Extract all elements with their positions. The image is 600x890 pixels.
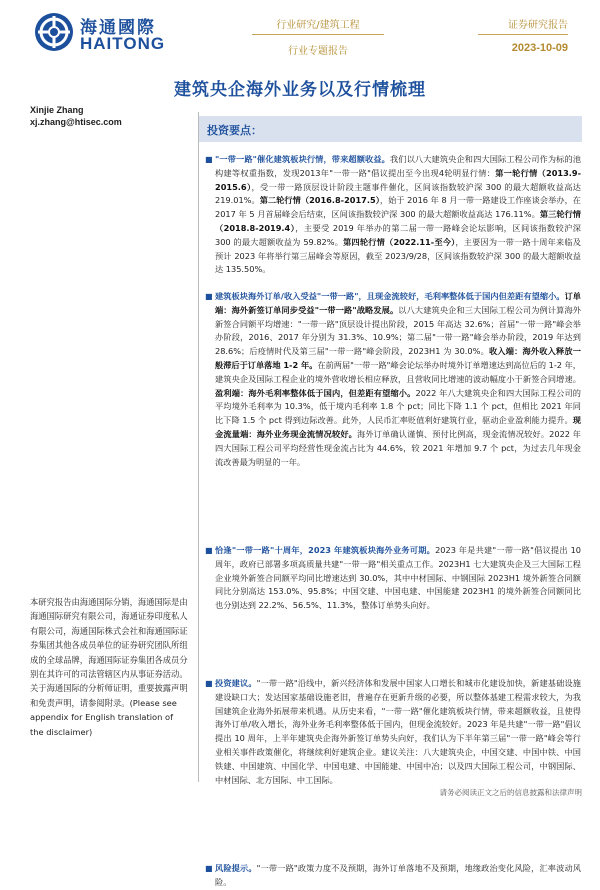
paragraph-emphasis: 第二轮行情（2016.8-2017.5） bbox=[259, 195, 380, 206]
paragraph-emphasis: 现金流量端：海外业务现金流情况较好。 bbox=[215, 415, 581, 439]
paragraph-heading: 建筑板块海外订单/收入受益"一带一路"，且现金流较好，毛利率整体低于国内但差距有望缩小。 bbox=[215, 291, 565, 301]
paragraph-body: ，受一带一路顶层设计阶段主题事件催化，区间该指数较沪深 300 的最大超额收益高达 219.01%。 bbox=[215, 181, 581, 206]
paragraph-body: 我们以八大建筑央企和四大国际工程公司作为标的池构建等权重指数，发现2013年"一带一路"倡议提出至今出现4轮明显行情： bbox=[215, 154, 581, 178]
research-label: 证券研究报告 bbox=[508, 20, 568, 31]
paragraph-body: 在前两届"一带一路"峰会论坛举办时境外订单增速达到高位后的 1-2 年，建筑央企及国际工程企业的境外营收增长相应释放，且营收同比增速的波动幅度小于新签合同增速。 bbox=[215, 359, 581, 384]
paragraph-emphasis: 第三轮行情（2018.8-2019.4） bbox=[215, 209, 581, 233]
paragraph-body: 以八大建筑央企和三大国际工程公司为例计算海外新签合同额平均增速："一带一路"顶层设计提出阶段，2015 年高达 32.6%；首届"一带一路"峰会举办阶段，2016、2017 年分别为 31.3%、10.9%；第二届"一带一路"峰会举办阶段，2019 年达到 28.6%；后疫情时代及第三届"一带一路"峰会阶段，2023H1 为 30.0%。 bbox=[215, 304, 581, 357]
paragraph-body: 2022 年八大建筑央企和四大国际工程公司的平均境外毛利率为 10.3%，低于境内毛利率 1.8 个 pct；同比下降 1.1 个 pct，但相比 2021 年同比下降 1.5 个 pct 得到边际改善。此外，人民币汇率贬值利好建筑行业，驱动企业盈利能力提升。 bbox=[215, 387, 581, 426]
paragraph-heading: 投资建议。 bbox=[215, 678, 257, 688]
paragraph-body: 海外订单确认谨慎、预付比例高，现金流情况较好。2022 年四大国际工程公司平均经营性现金流占比为 44.6%，较 2021 年增加 9.7 个 pct，为过去几年现金流改善最为明显的一年。 bbox=[215, 428, 581, 467]
paragraph-text bbox=[205, 290, 581, 469]
paragraph-overseas-orders bbox=[205, 290, 581, 469]
header-divider bbox=[478, 34, 568, 35]
haitong-logo-icon bbox=[34, 12, 74, 52]
bullet-icon: ■ bbox=[205, 546, 213, 555]
report-title: 建筑央企海外业务以及行情梳理 bbox=[174, 80, 426, 100]
report-header bbox=[0, 0, 600, 66]
report-type: 行业专题报告 bbox=[288, 46, 348, 57]
haitong-logo bbox=[34, 12, 204, 54]
header-category-block bbox=[252, 8, 384, 60]
paragraph-heading: 恰逢"一带一路"十周年，2023 年建筑板块海外业务可期。 bbox=[215, 545, 436, 555]
paragraph-body: ，始于 2016 年 8 月一带一路建设工作座谈会举办，在 2017 年 5 月首届峰会后结束，区间该指数较沪深 300 的最大超额收益高达 176.11%。 bbox=[215, 195, 581, 220]
author-block bbox=[30, 104, 122, 128]
paragraph-market-rounds bbox=[205, 153, 581, 277]
paragraph-text bbox=[205, 544, 581, 613]
paragraph-body: ，主要因为一带一路十周年来临及预计 2023 年将举行第三届峰会等原因，截至 2023/9/28，区间该指数较沪深 300 的最大超额收益达 135.50%。 bbox=[215, 236, 581, 275]
paragraph-investment-advice bbox=[205, 677, 581, 787]
paragraph-risk-warning bbox=[205, 862, 581, 890]
paragraph-body: "一带一路"政策力度不及预期，海外订单落地不及预期，地缘政治变化风险，汇率波动风险。 bbox=[215, 863, 581, 887]
paragraph-emphasis: 第一轮行情（2013.9-2015.6） bbox=[215, 167, 581, 192]
paragraph-text bbox=[205, 677, 581, 787]
report-category: 行业研究/建筑工程 bbox=[276, 20, 360, 31]
paragraph-body: 2023 年是共建"一带一路"倡议提出 10 周年，政府已部署多项高质量共建"一带一路"相关重点工作。2023H1 七大建筑央企及三大国际工程企业境外新签合同额平均同比增速达到 30.0%，其中中材国际、中钢国际 2023H1 境外新签合同额同比分别高达 153.0%、95.8%；中国交建、中国电建、中国能建 2023H1 的境外新签合同额同比也分别达到 22.2%、56.5%、11.3%，整体订单势头向好。 bbox=[215, 545, 581, 611]
logo-text-en: HAITONG bbox=[80, 34, 166, 53]
report-date: 2023-10-09 bbox=[511, 42, 568, 54]
header-divider bbox=[252, 34, 384, 35]
paragraph-body: "一带一路"沿线中，新兴经济体和发展中国家人口增长和城市化建设加快，新建基础设施建设缺口大；发达国家基础设施老旧，普遍存在更新升级的必要，所以整体基建工程需求较大，为我国建筑企业海外拓展带来机遇。从历史来看，"一带一路"催化建筑板块行情，带来超额收益，且使得海外订单/收入增长，海外业务毛利率整体低于国内，但现金流较好。2023 年是共建"一带一路"倡议提出 10 周年，上半年建筑央企海外新签订单势头向好，我们认为下半年第三届"一带一路"峰会等行业相关事件政策催化，将继续利好建筑企业。建议关注：八大建筑央企，中国交建、中国中铁、中国铁建、中国建筑、中国化学、中国电建、中国能建、中国中冶；以及四大国际工程公司，中钢国际、中材国际、北方国际、中工国际。 bbox=[215, 678, 581, 785]
paragraph-heading: 风险提示。 bbox=[215, 863, 257, 873]
author-email[interactable]: xj.zhang@htisec.com bbox=[30, 117, 122, 127]
summary-header-bar bbox=[199, 116, 582, 142]
bullet-icon: ■ bbox=[205, 292, 213, 301]
page-footer: 请务必阅读正文之后的信息披露和法律声明 bbox=[439, 788, 582, 797]
summary-title: 投资要点： bbox=[207, 124, 262, 137]
author-name: Xinjie Zhang bbox=[30, 105, 84, 115]
bullet-icon: ■ bbox=[205, 864, 213, 873]
paragraph-emphasis: 盈利端：海外毛利率整体低于国内，但差距有望缩小。 bbox=[215, 387, 416, 398]
paragraph-emphasis: 第四轮行情（2022.11-至今） bbox=[343, 236, 456, 247]
paragraph-tenth-anniversary bbox=[205, 544, 581, 613]
paragraph-emphasis: 收入端：海外收入释放一般滞后于订单落地 1-2 年。 bbox=[215, 346, 581, 370]
paragraph-emphasis: 订单端：海外新签订单同步受益"一带一路"战略发展。 bbox=[215, 291, 581, 315]
header-meta-block bbox=[478, 8, 568, 60]
disclaimer-text: 本研究报告由海通国际分销，海通国际是由海通国际研究有限公司，海通证券印度私人有限公司，海通国际株式会社和海通国际证券集团其他各成员单位的证券研究团队所组成的全球品牌，海通国际证券集团各成员分别在其许可的司法管辖区内从事证券活动。关于海通国际的分析师证明，重要披露声明和免责声明，请参阅附录。(Please see appendix for English translation of the disclaimer) bbox=[30, 597, 188, 737]
paragraph-text bbox=[205, 862, 581, 890]
bullet-icon: ■ bbox=[205, 155, 213, 164]
logo-text-cn: 海通國際 bbox=[80, 18, 156, 38]
paragraph-text bbox=[205, 153, 581, 277]
paragraph-body: ，主要受 2019 年举办的第二届一带一路峰会论坛影响，区间该指数较沪深 300 的最大超额收益为 59.82%。 bbox=[215, 222, 581, 247]
bullet-icon: ■ bbox=[205, 679, 213, 688]
paragraph-heading: "一带一路"催化建筑板块行情，带来超额收益。 bbox=[215, 154, 390, 164]
